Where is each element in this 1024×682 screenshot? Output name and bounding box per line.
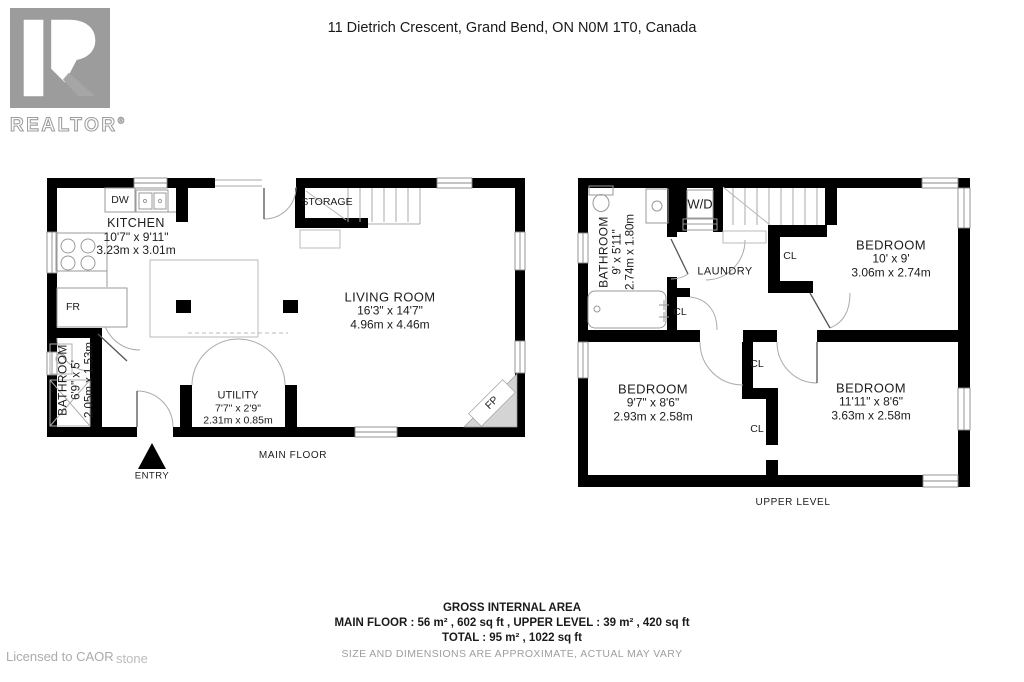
license-watermark-text: Licensed to CAOR [6,649,114,664]
disclaimer-text: SIZE AND DIMENSIONS ARE APPROXIMATE, ACTUAL MAY VARY [341,648,683,660]
gross-area-title: GROSS INTERNAL AREA [442,602,581,614]
closet-label-3: CL [750,357,764,370]
license-watermark [6,649,148,666]
registered-mark: ® [117,115,127,126]
bedroom-2-label [613,382,692,425]
upper-bathroom-name: BATHROOM [596,216,611,288]
upper-bathroom-label [598,200,639,304]
bedroom-1-label [851,238,930,281]
upper-bathroom-dims-imperial: 9' x 5'11" [611,229,624,275]
kitchen-dims-metric: 3.23m x 3.01m [96,243,176,258]
storage-label: STORAGE [301,195,353,208]
utility-dims-metric: 2.31m x 0.85m [203,414,273,427]
laundry-label: LAUNDRY [697,265,753,278]
living-room-label [344,290,435,333]
main-bathroom-dims-imperial: 6'9" x 5' [70,360,83,400]
upper-level-caption: UPPER LEVEL [755,497,831,509]
main-floor-kitchen-fixtures [56,188,258,337]
area-summary [0,601,1024,660]
utility-dims-imperial: 7'7" x 2'9" [215,402,261,415]
fireplace-label: FP [482,393,501,412]
bedroom-1-dims-metric: 3.06m x 2.74m [851,265,931,280]
page-title: 11 Dietrich Crescent, Grand Bend, ON N0M 1T0, Canada [327,20,697,36]
living-room-name: LIVING ROOM [344,289,436,305]
bedroom-3-dims-imperial: 11'11" x 8'6" [838,394,904,409]
bedroom-3-label [831,381,910,424]
license-watermark-overlay: stone [116,651,148,666]
main-bathroom-dims-metric: 2.05m x 1.53m [83,341,96,419]
utility-label [203,389,272,426]
kitchen-name: KITCHEN [107,215,165,230]
dishwasher-label: DW [111,193,129,206]
realtor-wordmark: REALTOR® [10,115,127,136]
main-bathroom-name: BATHROOM [55,344,70,416]
entry-label: ENTRY [134,470,170,482]
bedroom-1-dims-imperial: 10' x 9' [872,251,910,266]
kitchen-dims-imperial: 10'7" x 9'11" [103,229,169,244]
bedroom-1-name: BEDROOM [856,237,926,253]
fridge-label: FR [66,300,80,313]
kitchen-label [96,216,175,258]
closet-label-4: CL [750,422,764,435]
bedroom-2-name: BEDROOM [618,381,688,397]
utility-name: UTILITY [217,389,259,402]
main-floor-caption: MAIN FLOOR [258,450,328,462]
main-bathroom-label [57,332,98,428]
floor-areas-line: MAIN FLOOR : 56 m² , 602 sq ft , UPPER LEVEL : 39 m² , 420 sq ft [334,617,690,629]
total-area-line: TOTAL : 95 m² , 1022 sq ft [442,632,582,644]
upper-bathroom-dims-metric: 2.74m x 1.80m [624,213,637,291]
bedroom-3-name: BEDROOM [836,380,906,396]
bedroom-2-dims-metric: 2.93m x 2.58m [613,409,693,424]
bedroom-3-dims-metric: 3.63m x 2.58m [831,408,911,423]
living-room-dims-imperial: 16'3" x 14'7" [357,303,423,318]
bedroom-2-dims-imperial: 9'7" x 8'6" [626,395,680,410]
closet-label-2: CL [673,305,687,318]
closet-label-1: CL [783,249,797,262]
entry-arrow-icon [138,443,166,469]
washer-dryer-label: W/D [687,196,713,212]
living-room-dims-metric: 4.96m x 4.46m [350,317,430,332]
